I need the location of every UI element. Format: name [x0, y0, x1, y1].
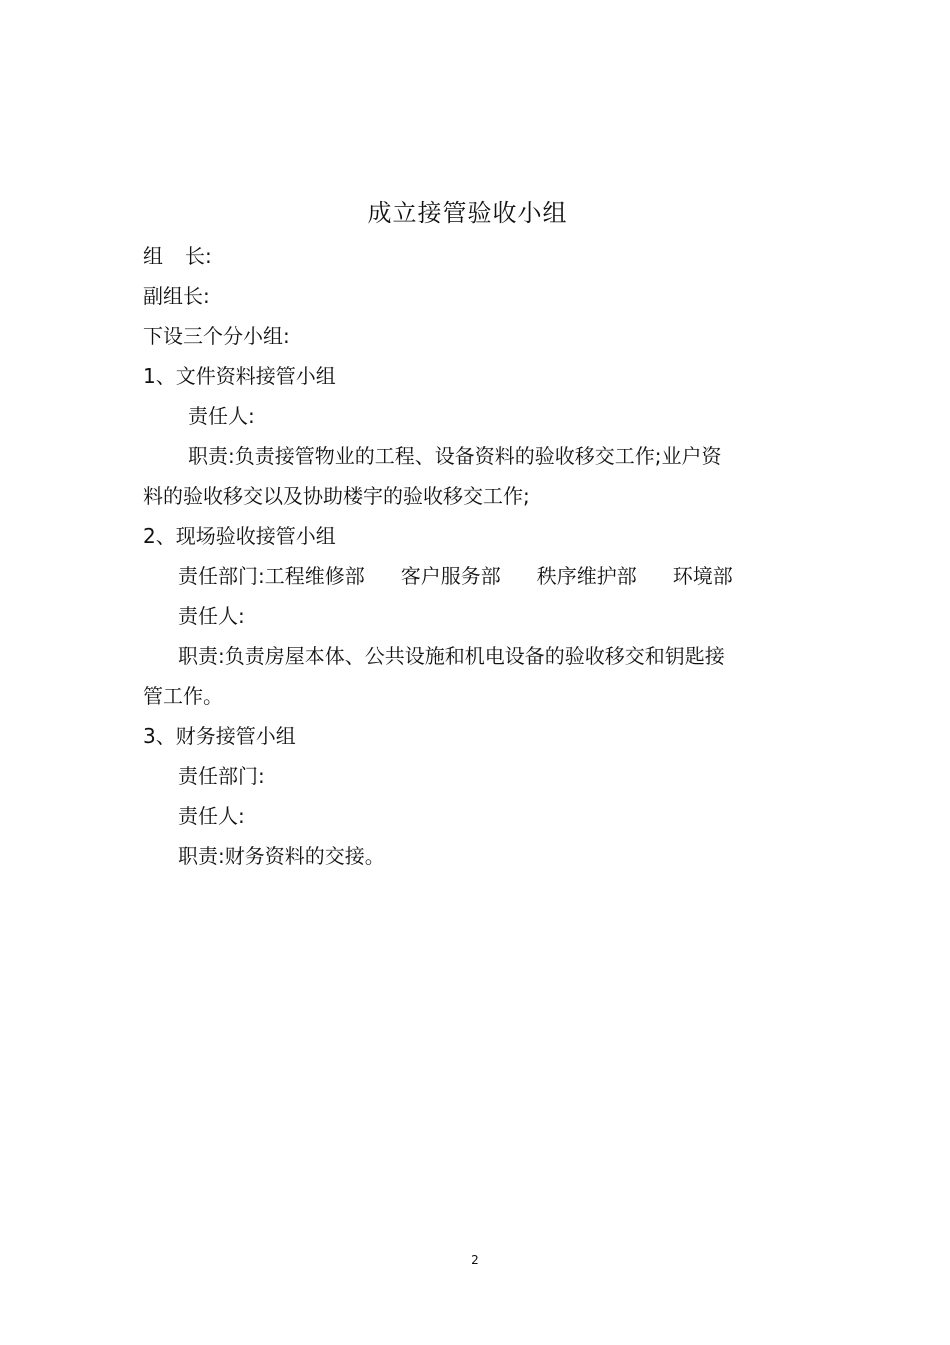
- group2-dept-line: [178, 562, 769, 590]
- group2-duty-line1: 职责:负责房屋本体、公共设施和机电设备的验收移交和钥匙接: [178, 644, 725, 668]
- dept-engineering: 工程维修部: [264, 564, 365, 588]
- group3-duty: 职责:财务资料的交接。: [178, 844, 385, 868]
- group3-dept: 责任部门:: [178, 764, 265, 788]
- group1-heading: 1、文件资料接管小组: [143, 364, 336, 388]
- page-number: 2: [471, 1253, 479, 1267]
- group1-person: 责任人:: [188, 404, 255, 428]
- group2-person: 责任人:: [178, 604, 245, 628]
- dept-order-maintenance: 秩序维护部: [536, 564, 637, 588]
- group1-duty-line1: 职责:负责接管物业的工程、设备资料的验收移交工作;业户资: [188, 444, 722, 468]
- document-title: 成立接管验收小组: [367, 199, 568, 227]
- subgroups-intro: 下设三个分小组:: [143, 324, 290, 348]
- leader-line: [143, 242, 212, 270]
- group2-dept-label: 责任部门:: [178, 564, 265, 588]
- deputy-leader-line: 副组长:: [143, 284, 210, 308]
- leader-label: 组: [143, 244, 163, 268]
- dept-customer-service: 客户服务部: [400, 564, 501, 588]
- dept-environment: 环境部: [672, 564, 733, 588]
- group3-person: 责任人:: [178, 804, 245, 828]
- group3-heading: 3、财务接管小组: [143, 724, 296, 748]
- leader-label-suffix: 长:: [185, 244, 212, 268]
- group2-duty-line2: 管工作。: [143, 684, 223, 708]
- group2-heading: 2、现场验收接管小组: [143, 524, 336, 548]
- group1-duty-line2: 料的验收移交以及协助楼宇的验收移交工作;: [143, 484, 530, 508]
